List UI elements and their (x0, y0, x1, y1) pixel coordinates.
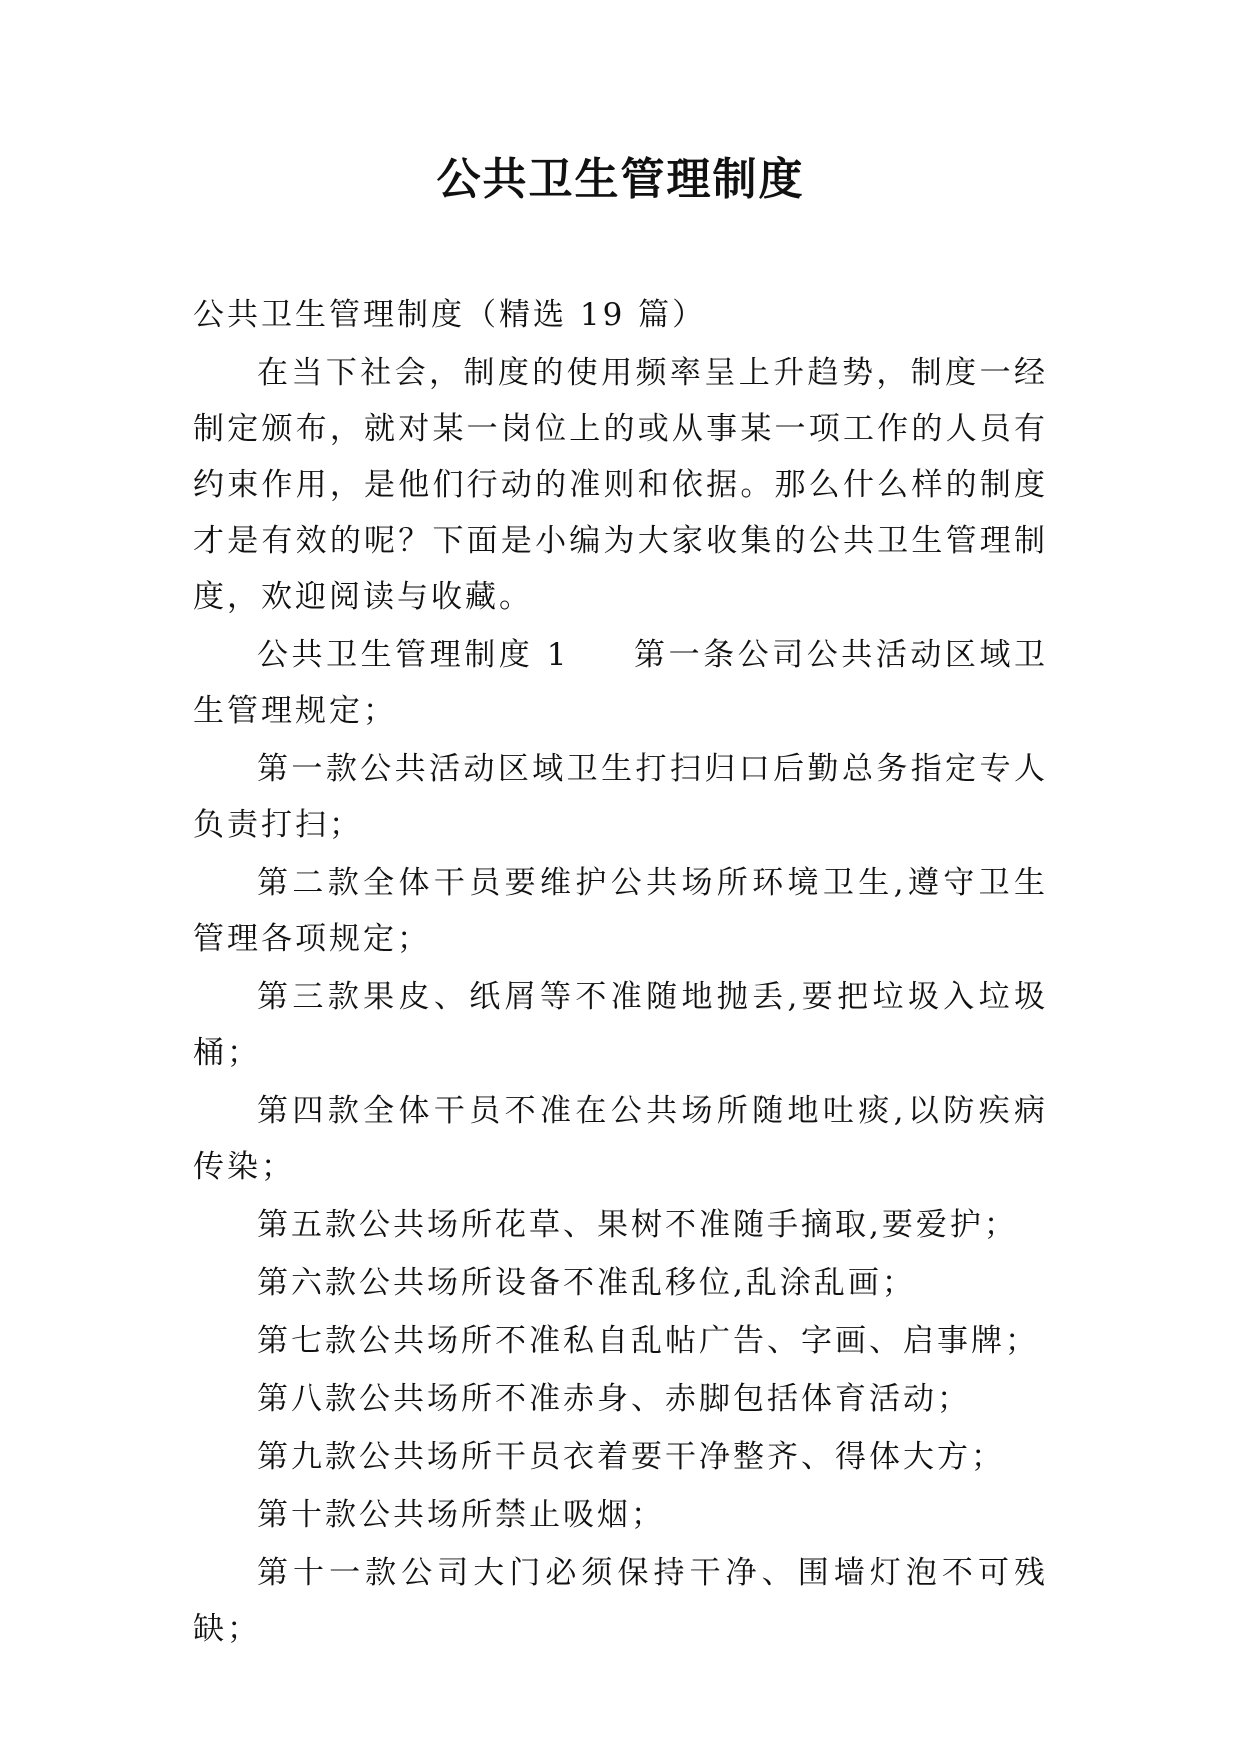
clause-paragraph: 第五款公共场所花草、果树不准随手摘取,要爱护； (257, 1207, 1018, 1243)
document-title: 公共卫生管理制度 (436, 154, 805, 205)
clause-paragraph: 第四款全体干员不准在公共场所随地吐痰,以防疾病传染； (193, 1093, 1048, 1185)
section-paragraph (193, 627, 1048, 739)
section-heading: 公共卫生管理制度 1 (257, 637, 570, 673)
section-first-clause: 第一条公司公共活动区域卫生管理规定； (193, 637, 1049, 729)
clause-paragraph: 第七款公共场所不准私自乱帖广告、字画、启事牌； (257, 1323, 1039, 1359)
clause-paragraph: 第十款公共场所禁止吸烟； (257, 1497, 665, 1533)
document-body (193, 287, 1048, 1659)
clause-paragraph: 第三款果皮、纸屑等不准随地抛丢,要把垃圾入垃圾桶； (193, 979, 1048, 1071)
clause-paragraph: 第八款公共场所不准赤身、赤脚包括体育活动； (257, 1381, 971, 1417)
clause-paragraph: 第二款全体干员要维护公共场所环境卫生,遵守卫生管理各项规定； (193, 865, 1048, 957)
document-subtitle: 公共卫生管理制度（精选 19 篇） (193, 297, 707, 333)
clause-paragraph: 第六款公共场所设备不准乱移位,乱涂乱画； (257, 1265, 916, 1301)
intro-paragraph: 在当下社会，制度的使用频率呈上升趋势，制度一经制定颁布，就对某一岗位上的或从事某一项工作的人员有约束作用，是他们行动的准则和依据。那么什么样的制度才是有效的呢？下面是小编为大家收集的公共卫生管理制度，欢迎阅读与收藏。 (193, 355, 1048, 615)
clause-paragraph: 第九款公共场所干员衣着要干净整齐、得体大方； (257, 1439, 1005, 1475)
clause-paragraph: 第一款公共活动区域卫生打扫归口后勤总务指定专人负责打扫； (193, 751, 1048, 843)
clause-paragraph: 第十一款公司大门必须保持干净、围墙灯泡不可残缺； (193, 1555, 1048, 1647)
